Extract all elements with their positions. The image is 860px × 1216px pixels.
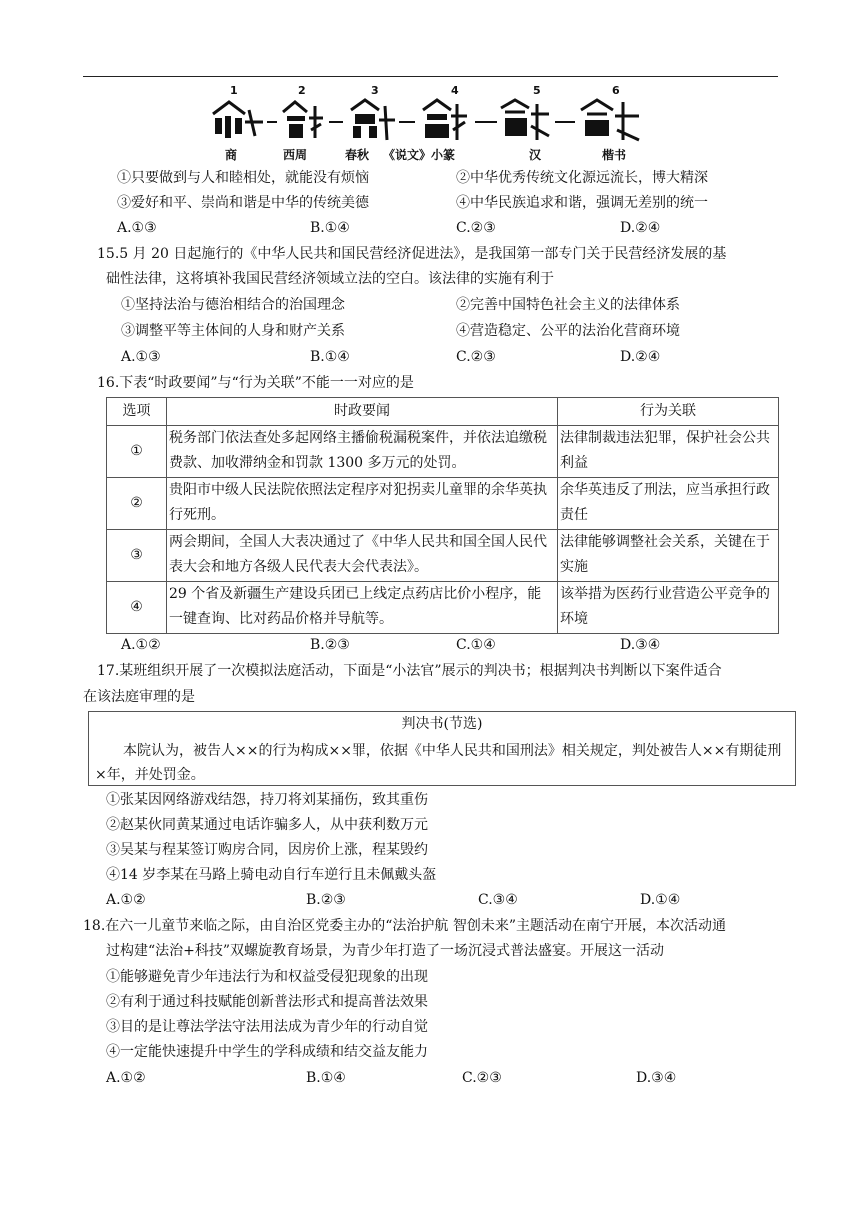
- q16-choice-d: D.③④: [620, 637, 661, 653]
- q18-choice-c: C.②③: [462, 1070, 502, 1086]
- glyph-shang-icon: [213, 102, 263, 138]
- q15-choice-b: B.①④: [310, 349, 350, 365]
- table-cell-relation: 该举措为医药行业营造公平竞争的环境: [558, 582, 779, 634]
- q14-item-1: ①只要做到与人和睦相处，就能没有烦恼: [117, 170, 369, 186]
- glyph-number-3: 3: [371, 84, 379, 97]
- q15-item-3: ③调整平等主体间的人身和财产关系: [121, 323, 345, 339]
- q15-stem-line1: 15.5 月 20 日起施行的《中华人民共和国民营经济促进法》，是我国第一部专门关于民营经济发展的基: [97, 246, 727, 262]
- table-cell-relation: 余华英违反了刑法，应当承担行政责任: [558, 478, 779, 530]
- glyph-number-2: 2: [298, 84, 306, 97]
- q14-item-2: ②中华优秀传统文化源远流长，博大精深: [456, 170, 708, 186]
- table-cell-news: 两会期间，全国人大表决通过了《中华人民共和国全国人民代表大会和地方各级人民代表大会代表法》。: [167, 530, 558, 582]
- table-cell-option: ①: [107, 426, 167, 478]
- q18-choice-a: A.①②: [106, 1070, 146, 1086]
- q15-choice-a: A.①③: [121, 349, 161, 365]
- q18-choice-b: B.①④: [306, 1070, 346, 1086]
- q17-item-4: ④14 岁李某在马路上骑电动自行车逆行且未佩戴头盔: [106, 867, 437, 883]
- q14-item-3: ③爱好和平、崇尚和谐是中华的传统美德: [117, 195, 369, 211]
- era-label-2: 西周: [283, 148, 308, 162]
- q17-stem-line1: 17.某班组织开展了一次模拟法庭活动，下面是“小法官”展示的判决书；根据判决书判断以下案件适合: [97, 663, 722, 679]
- q17-choice-d: D.①④: [640, 892, 681, 908]
- table-cell-news: 29 个省及新疆生产建设兵团已上线定点药店比价小程序，能一键查询、比对药品价格并导航等。: [167, 582, 558, 634]
- glyph-xizhou-icon: [283, 102, 323, 138]
- q16-choice-c: C.①④: [456, 637, 496, 653]
- glyph-han-icon: [501, 100, 549, 140]
- q15-item-4: ④营造稳定、公平的法治化营商环境: [456, 323, 680, 339]
- q16-choice-a: A.①②: [121, 637, 161, 653]
- q15-choice-c: C.②③: [456, 349, 496, 365]
- q15-item-1: ①坚持法治与德治相结合的治国理念: [121, 297, 345, 313]
- q17-choice-a: A.①②: [106, 892, 146, 908]
- table-header-row: [107, 398, 779, 426]
- era-label-3: 春秋: [345, 148, 370, 162]
- q15-choice-d: D.②④: [620, 349, 661, 365]
- table-cell-option: ④: [107, 582, 167, 634]
- q18-item-3: ③目的是让尊法学法守法用法成为青少年的行动自觉: [106, 1019, 428, 1035]
- glyph-number-5: 5: [533, 84, 541, 97]
- ancient-glyphs-image: [205, 96, 655, 144]
- q14-item-4: ④中华民族追求和谐，强调无差别的统一: [456, 195, 708, 211]
- table-header-relation: 行为关联: [558, 398, 779, 426]
- table-row: [107, 582, 779, 634]
- q16-table: [106, 397, 779, 634]
- q17-item-3: ③吴某与程某签订购房合同，因房价上涨，程某毁约: [106, 842, 428, 858]
- q18-item-1: ①能够避免青少年违法行为和权益受侵犯现象的出现: [106, 969, 428, 985]
- table-cell-option: ③: [107, 530, 167, 582]
- q18-choice-d: D.③④: [636, 1070, 677, 1086]
- glyph-number-1: 1: [230, 84, 238, 97]
- q14-choice-c: C.②③: [456, 220, 496, 236]
- q18-item-4: ④一定能快速提升中学生的学科成绩和结交益友能力: [106, 1044, 428, 1060]
- table-cell-relation: 法律能够调整社会关系，关键在于实施: [558, 530, 779, 582]
- table-cell-news: 贵阳市中级人民法院依照法定程序对犯拐卖儿童罪的余华英执行死刑。: [167, 478, 558, 530]
- q18-item-2: ②有利于通过科技赋能创新普法形式和提高普法效果: [106, 994, 428, 1010]
- q14-choice-a: A.①③: [117, 220, 157, 236]
- table-row: [107, 478, 779, 530]
- character-evolution-figure: [205, 84, 655, 164]
- q17-choice-c: C.③④: [478, 892, 518, 908]
- era-label-6: 楷书: [602, 148, 627, 162]
- q15-stem-line2: 础性法律，这将填补我国民营经济领域立法的空白。该法律的实施有利于: [106, 271, 554, 287]
- q17-item-2: ②赵某伙同黄某通过电话诈骗多人，从中获利数万元: [106, 817, 428, 833]
- q18-stem-line1: 18.在六一儿童节来临之际，由自治区党委主办的“法治护航 智创未来”主题活动在南宁开展，本次活动通: [83, 918, 727, 934]
- glyph-xiaozhuan-icon: [423, 100, 467, 140]
- verdict-body: 本院认为，被告人××的行为构成××罪，依据《中华人民共和国刑法》相关规定，判处被告人××有期徒刑×年，并处罚金。: [95, 743, 782, 783]
- table-header-option: 选项: [107, 398, 167, 426]
- table-row: [107, 530, 779, 582]
- table-cell-news: 税务部门依法查处多起网络主播偷税漏税案件，并依法追缴税费款、加收滞纳金和罚款 1300 多万元的处罚。: [167, 426, 558, 478]
- era-label-1: 商: [225, 148, 238, 162]
- top-rule: [83, 76, 778, 77]
- table-cell-relation: 法律制裁违法犯罪，保护社会公共利益: [558, 426, 779, 478]
- table-row: [107, 426, 779, 478]
- table-cell-option: ②: [107, 478, 167, 530]
- q17-choice-b: B.②③: [306, 892, 346, 908]
- q18-stem-line2: 过构建“法治+科技”双螺旋教育场景，为青少年打造了一场沉浸式普法盛宴。开展这一活动: [106, 943, 665, 959]
- glyph-number-6: 6: [612, 84, 620, 97]
- table-header-news: 时政要闻: [167, 398, 558, 426]
- era-label-4: 《说文》小篆: [383, 148, 456, 162]
- q16-stem: 16.下表“时政要闻”与“行为关联”不能一一对应的是: [97, 375, 414, 391]
- q17-stem-line2: 在该法庭审理的是: [83, 689, 195, 705]
- glyph-kaishu-icon: [581, 100, 639, 140]
- verdict-box: [88, 711, 796, 786]
- verdict-title: 判决书(节选): [401, 716, 483, 732]
- q16-choice-b: B.②③: [310, 637, 350, 653]
- era-label-5: 汉: [529, 148, 542, 162]
- q14-choice-d: D.②④: [620, 220, 661, 236]
- q17-item-1: ①张某因网络游戏结怨，持刀将刘某捅伤，致其重伤: [106, 792, 428, 808]
- q15-item-2: ②完善中国特色社会主义的法律体系: [456, 297, 680, 313]
- glyph-chunqiu-icon: [351, 100, 395, 140]
- glyph-number-4: 4: [451, 84, 459, 97]
- q14-choice-b: B.①④: [310, 220, 350, 236]
